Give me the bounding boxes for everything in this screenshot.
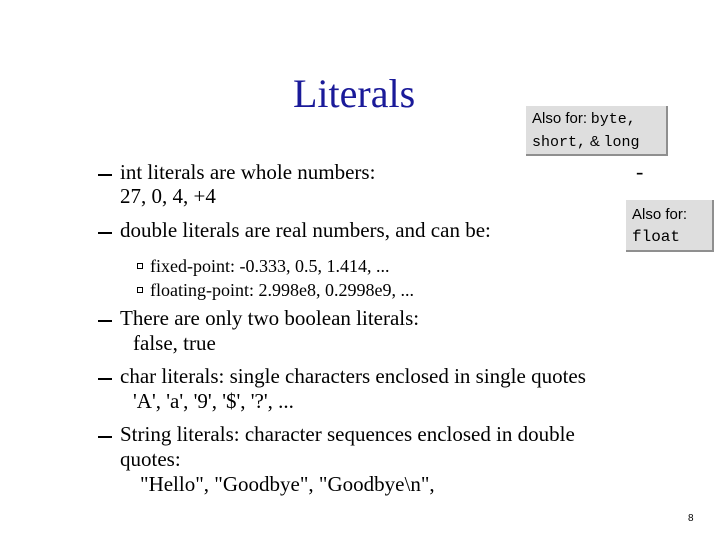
bullet-char-line2: 'A', 'a', '9', '$', '?', ... [133,389,294,413]
bullet-dash [98,174,112,176]
callout-label: Also for: [632,206,688,223]
sub-bullet-fixed-point: fixed-point: -0.333, 0.5, 1.414, ... [150,256,390,276]
bullet-dash [98,232,112,234]
callout-code-long: long [603,134,640,151]
bullet-int-line1: int literals are whole numbers: [120,160,376,184]
bullet-dash [98,320,112,322]
callout-code-short: short, [532,134,587,151]
bullet-string-line3: "Hello", "Goodbye", "Goodbye\n", [140,472,435,496]
bullet-char-line1: char literals: single characters enclosed in single quotes [120,364,586,388]
bullet-boolean-line2: false, true [133,331,216,355]
bullet-string-line2: quotes: [120,447,181,471]
bullet-int-line2: 27, 0, 4, +4 [120,184,216,208]
bullet-double-line1: double literals are real numbers, and can be: [120,218,491,242]
callout-label: Also for: [532,110,588,127]
callout-ampersand: & [589,133,600,150]
sub-bullet-square [137,263,143,269]
stray-dash-mark: - [636,159,644,184]
sub-bullet-floating-point: floating-point: 2.998e8, 0.2998e9, ... [150,280,414,300]
sub-bullet-square [137,287,143,293]
bullet-dash [98,378,112,380]
callout-also-for-byte-short-long [526,106,668,156]
bullet-boolean-line1: There are only two boolean literals: [120,306,420,330]
callout-code-byte: byte, [590,111,636,128]
callout-code-float: float [632,228,681,246]
slide-title: Literals [293,71,416,116]
callout-also-for-float [626,200,714,252]
bullet-string-line1: String literals: character sequences enclosed in double [120,422,575,446]
page-number: 8 [688,513,694,524]
bullet-dash [98,436,112,438]
